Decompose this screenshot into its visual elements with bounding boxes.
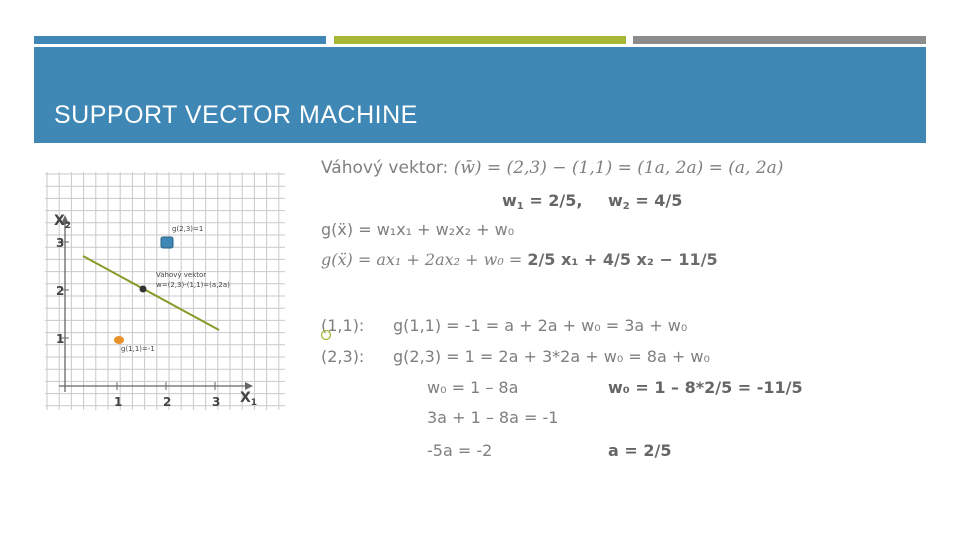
point-2-3-square	[161, 237, 173, 248]
x-axis-arrow-icon	[245, 382, 253, 390]
tick-label-x1: 1	[114, 395, 123, 409]
small-circle-icon	[320, 329, 332, 341]
w0-equation: w₀ = 1 – 8a	[427, 378, 519, 397]
point-1-1-label: (1,1):	[321, 316, 365, 335]
label-vector-title: Váhový vektor	[156, 271, 207, 279]
point-2-3-label: (2,3):	[321, 347, 365, 366]
tick-label-y3: 3	[56, 236, 65, 250]
svm-figure	[45, 172, 285, 410]
w0-result: w₀ = 1 – 8*2/5 = -11/5	[608, 378, 803, 397]
tick-label-x2: 2	[163, 395, 172, 409]
accent-bar-green	[334, 36, 626, 44]
x1-axis-label: $X_1$	[240, 390, 258, 408]
label-vector-formula: w=(2,3)-(1,1)=(a,2a)	[156, 281, 230, 289]
g-substituted-equation: g(ẍ) = ax₁ + 2ax₂ + w₀ = 2/5 x₁ + 4/5 x₂ − 11/5	[321, 250, 718, 269]
grid-lines	[45, 172, 285, 410]
a-result: a = 2/5	[608, 441, 672, 460]
decision-boundary-line	[83, 256, 219, 330]
g-general-equation: g(ẍ) = w₁x₁ + w₂x₂ + w₀	[321, 220, 515, 239]
slide-title: SUPPORT VECTOR MACHINE	[54, 101, 418, 129]
point-1-1-orange	[114, 336, 124, 344]
label-g11: g(1,1)=-1	[121, 345, 155, 353]
tick-label-y2: 2	[56, 284, 65, 298]
title-band	[34, 47, 926, 143]
point-vector-dot	[140, 286, 147, 293]
substitution-equation: 3a + 1 – 8a = -1	[427, 408, 559, 427]
w2-value: $w_2 = 4/5$	[608, 191, 683, 212]
weight-vector-line: Váhový vektor: (w̄) = (2,3) − (1,1) = (1a, 2a) = (a, 2a)	[321, 158, 784, 178]
label-g23: g(2,3)=1	[172, 225, 204, 233]
a-equation: -5a = -2	[427, 441, 493, 460]
accent-bar-blue	[34, 36, 326, 44]
point-1-1-equation: g(1,1) = -1 = a + 2a + w₀ = 3a + w₀	[393, 316, 688, 335]
tick-label-x3: 3	[212, 395, 221, 409]
point-2-3-equation: g(2,3) = 1 = 2a + 3*2a + w₀ = 8a + w₀	[393, 347, 710, 366]
accent-bar-gray	[633, 36, 926, 44]
x2-axis-label: $X_2$	[54, 213, 72, 231]
tick-label-y1: 1	[56, 332, 65, 346]
w1-value: $w_1 = 2/5$,	[502, 191, 583, 212]
